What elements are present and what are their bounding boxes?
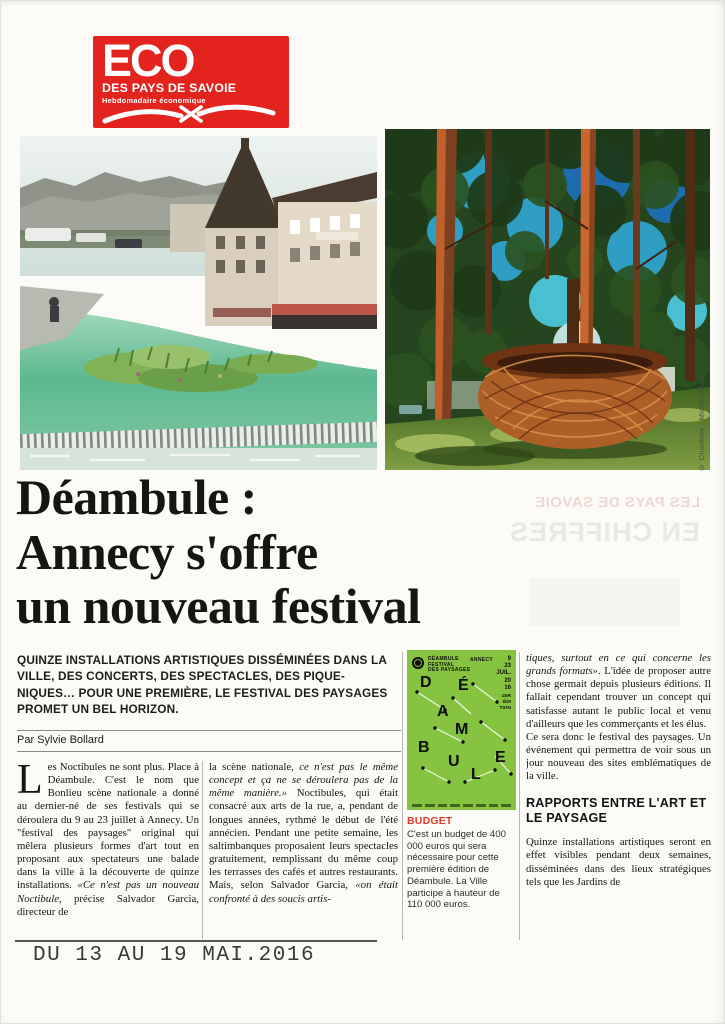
poster-dates <box>496 656 511 712</box>
headline-line-3: un nouveau festival <box>16 578 421 634</box>
poster-letter: L <box>471 766 481 783</box>
masthead-subtitle: DES PAYS DE SAVOIE <box>102 80 237 95</box>
poster-date-line: JUIL. <box>496 670 511 677</box>
standfirst: QUINZE INSTALLATIONS ARTISTIQUES DISSÉMINÉES DANS LA VILLE, DES CONCERTS, DES SPECTACLES, DES PIQUE-NIQUES… POUR UNE PREMIÈRE, LE FESTIVAL DES PAYSAGES PROMET UN BEL HORIZON. <box>17 653 388 716</box>
body-text: la scène nationale, <box>209 761 300 773</box>
body-text: es Noctibules ne sont plus. Place à Déambule. C'est le nom que Bonlieu scène nationale a donné au dernier-né de ses festivals qui se déroulera du 9 au 23 juillet à Annecy. Un "festival des paysages" original qui mêlera plusieurs formes d'art tout en proposant aux spectateurs une balade dans la ville à la découverte de quinze installations. <box>17 761 199 892</box>
bleedthrough-line-1: LES PAYS DE SAVOIE <box>534 494 700 511</box>
poster-letter: É <box>458 677 469 694</box>
nest-installation-photo <box>385 129 710 470</box>
poster-edition-line: TION <box>499 706 511 712</box>
byline: Par Sylvie Bollard <box>17 734 104 746</box>
poster-brand-line: DÉAMBULE <box>428 656 459 662</box>
body-text-italic: «on était confronté à des soucis artis- <box>209 879 398 905</box>
headline-line-2: Annecy s'offre <box>16 523 318 580</box>
paragraph: Ce sera donc le festival des paysages. Un événement qui permettra de voir sous un jour nouveau des sites emblématiques de la ville. <box>526 730 711 783</box>
poster-date-line: 20 <box>504 677 511 684</box>
poster-letter: D <box>420 674 432 691</box>
poster-brand-text <box>428 657 470 674</box>
poster-edition <box>496 694 511 712</box>
body-text: . L'idée de proposer autre chose germait depuis plusieurs éditions. Il fallait cependant trouver un concept qui satisfasse autant le public local et venu d'ailleurs que les commerçants et les élus. <box>526 665 711 730</box>
poster-date-line: 9 <box>507 656 511 662</box>
poster-brand-line: DES PAYSAGES <box>428 667 471 674</box>
body-text-italic: «Ce n'est pas un nouveau Noctibule, <box>17 879 199 905</box>
poster-city: ANNECY <box>470 657 493 663</box>
byline-rule-bottom <box>17 751 401 752</box>
poster-letter: U <box>448 753 460 770</box>
masthead-tagline: Hebdomadaire économique <box>102 95 206 105</box>
poster-letter: M <box>455 721 469 738</box>
page-bleedthrough-text <box>420 494 700 548</box>
issue-date-stamp: DU 13 AU 19 MAI.2016 <box>33 944 316 967</box>
paragraph <box>209 761 398 906</box>
poster-date-line: 16 <box>504 684 511 691</box>
bleedthrough-line-2: EN CHIFFRES <box>508 517 700 547</box>
headline-line-1: Déambule : <box>16 469 257 525</box>
footer-rule <box>15 940 377 942</box>
byline-rule-top <box>17 730 401 731</box>
budget-label: BUDGET <box>407 815 453 827</box>
section-heading: RAPPORTS ENTRE L'ART ET LE PAYSAGE <box>526 795 707 826</box>
body-text-italic: ce n'est pas le même concept et ça ne se déroulera pas de la même manière.» <box>209 761 398 800</box>
poster-edition-line: 1ER <box>501 694 511 700</box>
article-column-2 <box>209 761 398 906</box>
eco-masthead-logo <box>93 36 289 128</box>
column-rule <box>202 761 203 939</box>
poster-sponsor-logos <box>412 804 511 807</box>
poster-edition-line: ÉDI <box>503 700 511 706</box>
poster-festival-logo-icon <box>412 657 424 669</box>
mountain-swoosh-icon <box>101 101 277 125</box>
article-column-1 <box>17 757 199 919</box>
body-text: précise Salvador Garcia, directeur de <box>17 892 199 918</box>
masthead-title: ECO <box>102 35 194 86</box>
poster-letter: B <box>418 739 430 756</box>
paragraph <box>526 652 711 731</box>
poster-letter: E <box>495 749 506 766</box>
budget-text: C'est un budget de 400 000 euros qui sera nécessaire pour cette première édition de Déambule. La Ville participe à hauteur de 110 000 euros. <box>407 829 506 911</box>
article-column-3 <box>526 652 711 942</box>
paragraph <box>17 757 199 919</box>
column-rule <box>519 652 520 940</box>
paragraph: Quinze installations artistiques seront en effet visibles pendant deux semaines, disséminées dans des lieux stratégiques tels que les Jardins de <box>526 836 711 888</box>
photo-credit: © Chorème : Michel Wiart <box>697 375 706 472</box>
poster-brand-line: FESTIVAL <box>428 661 455 668</box>
annecy-canal-photo <box>20 136 377 470</box>
body-text: Noctibules, qui était consacré aux arts de la rue, a, pendant de longues années, rythmé le début de l'été annécien. Pendant une petite semaine, les saltimbanques proposaient leurs spectacles gratuitement, remplissant du même coup les terrasses des cafés et autres restaurants. Mais, selon Salvador Garcia, <box>209 787 398 892</box>
poster-date-line: 23 <box>504 663 511 670</box>
budget-sidebar <box>407 815 513 911</box>
drop-cap: L <box>17 757 43 803</box>
body-text-italic: tiques, surtout en ce qui concerne les grands formats» <box>526 652 711 678</box>
column-rule <box>402 652 403 940</box>
bleedthrough-shadow <box>530 578 680 626</box>
deambule-festival-poster <box>407 650 516 810</box>
poster-letter: A <box>437 703 449 720</box>
